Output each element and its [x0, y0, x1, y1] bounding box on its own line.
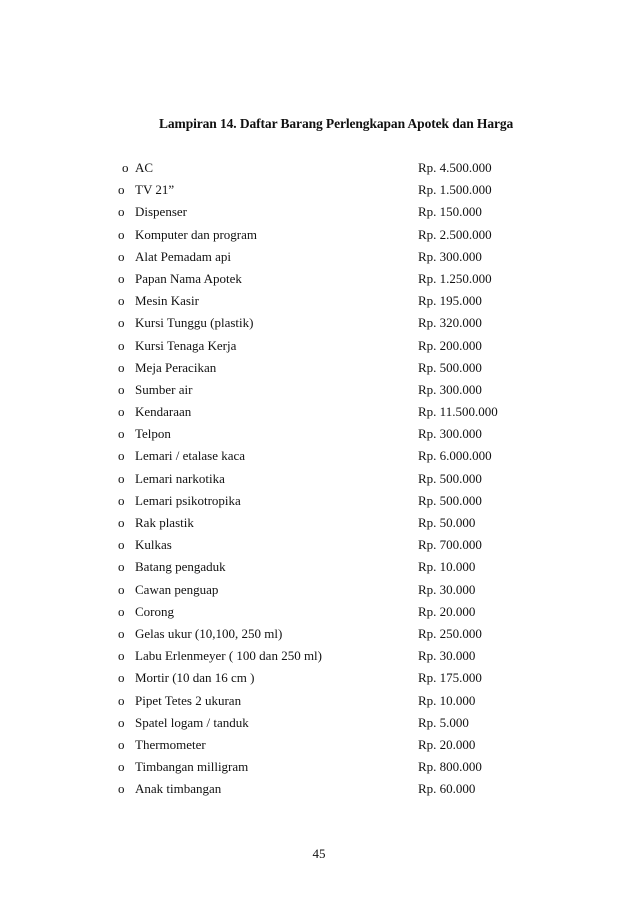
- list-item: [0, 512, 638, 534]
- bullet-marker: o: [118, 581, 125, 597]
- item-price: Rp. 150.000: [418, 204, 482, 220]
- item-name: AC: [135, 160, 154, 175]
- bullet-marker: o: [118, 625, 125, 641]
- list-item: [0, 379, 638, 401]
- item-price: Rp. 195.000: [418, 293, 482, 309]
- list-item: [0, 268, 638, 290]
- bullet-marker: o: [118, 381, 125, 397]
- item-name: Timbangan milligram: [135, 759, 249, 775]
- bullet-marker: o: [118, 182, 125, 198]
- item-name: Kulkas: [135, 537, 172, 553]
- list-item: [0, 778, 638, 800]
- item-price: Rp. 1.500.000: [418, 182, 492, 198]
- bullet-marker: o: [118, 337, 125, 353]
- list-item: [0, 335, 638, 357]
- item-name: TV 21”: [135, 182, 175, 198]
- item-price: Rp. 6.000.000: [418, 448, 492, 464]
- item-price: Rp. 2.500.000: [418, 226, 492, 242]
- item-price: Rp. 500.000: [418, 492, 482, 508]
- item-name: Corong: [135, 603, 174, 619]
- list-item: [0, 312, 638, 334]
- list-item: [0, 201, 638, 223]
- bullet-marker: o: [118, 426, 125, 442]
- item-price: Rp. 200.000: [418, 337, 482, 353]
- list-item: [0, 468, 638, 490]
- bullet-marker: o: [118, 448, 125, 464]
- item-price: Rp. 300.000: [418, 248, 482, 264]
- item-price: Rp. 4.500.000: [418, 160, 492, 175]
- bullet-marker: o: [122, 160, 129, 175]
- bullet-marker: o: [118, 559, 125, 575]
- page-number: 45: [312, 846, 326, 861]
- list-item: [0, 357, 638, 379]
- item-name: Komputer dan program: [135, 226, 258, 242]
- item-price: Rp. 800.000: [418, 759, 482, 775]
- item-name: Alat Pemadam api: [135, 248, 232, 264]
- item-price: Rp. 500.000: [418, 359, 482, 375]
- bullet-marker: o: [118, 603, 125, 619]
- item-price: Rp. 300.000: [418, 381, 482, 397]
- item-name: Mortir (10 dan 16 cm ): [135, 670, 255, 686]
- item-price: Rp. 1.250.000: [418, 270, 492, 286]
- list-item: [0, 490, 638, 512]
- item-name: Dispenser: [135, 204, 187, 220]
- bullet-marker: o: [118, 293, 125, 309]
- bullet-marker: o: [118, 537, 125, 553]
- item-name: Kursi Tunggu (plastik): [135, 315, 254, 331]
- item-name: Sumber air: [135, 381, 193, 397]
- list-item: [0, 534, 638, 556]
- item-price: Rp. 30.000: [418, 648, 476, 664]
- item-name: Lemari narkotika: [135, 470, 225, 486]
- item-price: Rp. 10.000: [418, 692, 476, 708]
- list-item: [0, 157, 638, 179]
- list-item: [0, 756, 638, 778]
- item-price: Rp. 320.000: [418, 315, 482, 331]
- item-price: Rp. 20.000: [418, 736, 476, 752]
- bullet-marker: o: [118, 692, 125, 708]
- item-name: Pipet Tetes 2 ukuran: [135, 692, 242, 708]
- item-name: Cawan penguap: [135, 581, 219, 597]
- item-price: Rp. 175.000: [418, 670, 482, 686]
- list-item: [0, 401, 638, 423]
- bullet-marker: o: [118, 759, 125, 775]
- bullet-marker: o: [118, 270, 125, 286]
- list-item: [0, 179, 638, 201]
- item-name: Lemari psikotropika: [135, 492, 241, 508]
- bullet-marker: o: [118, 670, 125, 686]
- bullet-marker: o: [118, 204, 125, 220]
- item-name: Lemari / etalase kaca: [135, 448, 246, 464]
- bullet-marker: o: [118, 492, 125, 508]
- list-item: [0, 734, 638, 756]
- item-name: Gelas ukur (10,100, 250 ml): [135, 625, 283, 641]
- item-name: Meja Peracikan: [135, 359, 217, 375]
- list-item: [0, 712, 638, 734]
- item-name: Batang pengaduk: [135, 559, 226, 575]
- item-price: Rp. 10.000: [418, 559, 476, 575]
- list-item: [0, 246, 638, 268]
- bullet-marker: o: [118, 515, 125, 530]
- item-price: Rp. 300.000: [418, 426, 482, 442]
- list-item: [0, 290, 638, 312]
- bullet-marker: o: [118, 736, 125, 752]
- item-name: Telpon: [135, 426, 171, 442]
- item-price: Rp. 5.000: [418, 714, 469, 730]
- list-item: [0, 601, 638, 623]
- item-name: Kursi Tenaga Kerja: [135, 337, 237, 353]
- equipment-price-list: [0, 157, 638, 800]
- item-price: Rp. 250.000: [418, 625, 482, 641]
- bullet-marker: o: [118, 248, 125, 264]
- list-item: [0, 445, 638, 467]
- item-name: Rak plastik: [135, 515, 194, 530]
- bullet-marker: o: [118, 315, 125, 331]
- bullet-marker: o: [118, 404, 125, 420]
- list-item: [0, 423, 638, 445]
- item-price: Rp. 20.000: [418, 603, 476, 619]
- item-name: Thermometer: [135, 736, 206, 752]
- item-price: Rp. 700.000: [418, 537, 482, 553]
- item-price: Rp. 30.000: [418, 581, 476, 597]
- page-title: Lampiran 14. Daftar Barang Perlengkapan Apotek dan Harga: [159, 116, 514, 131]
- item-price: Rp. 50.000: [418, 515, 476, 530]
- item-price: Rp. 500.000: [418, 470, 482, 486]
- item-name: Labu Erlenmeyer ( 100 dan 250 ml): [135, 648, 322, 664]
- list-item: [0, 645, 638, 667]
- bullet-marker: o: [118, 226, 125, 242]
- list-item: [0, 667, 638, 689]
- item-name: Anak timbangan: [135, 781, 222, 797]
- bullet-marker: o: [118, 781, 125, 797]
- item-name: Kendaraan: [135, 404, 192, 420]
- bullet-marker: o: [118, 714, 125, 730]
- list-item: [0, 556, 638, 578]
- item-name: Mesin Kasir: [135, 293, 199, 309]
- item-price: Rp. 11.500.000: [418, 404, 498, 420]
- list-item: [0, 690, 638, 712]
- list-item: [0, 224, 638, 246]
- bullet-marker: o: [118, 470, 125, 486]
- bullet-marker: o: [118, 648, 125, 664]
- item-name: Papan Nama Apotek: [135, 270, 242, 286]
- list-item: [0, 623, 638, 645]
- item-price: Rp. 60.000: [418, 781, 476, 797]
- bullet-marker: o: [118, 359, 125, 375]
- item-name: Spatel logam / tanduk: [135, 714, 249, 730]
- list-item: [0, 579, 638, 601]
